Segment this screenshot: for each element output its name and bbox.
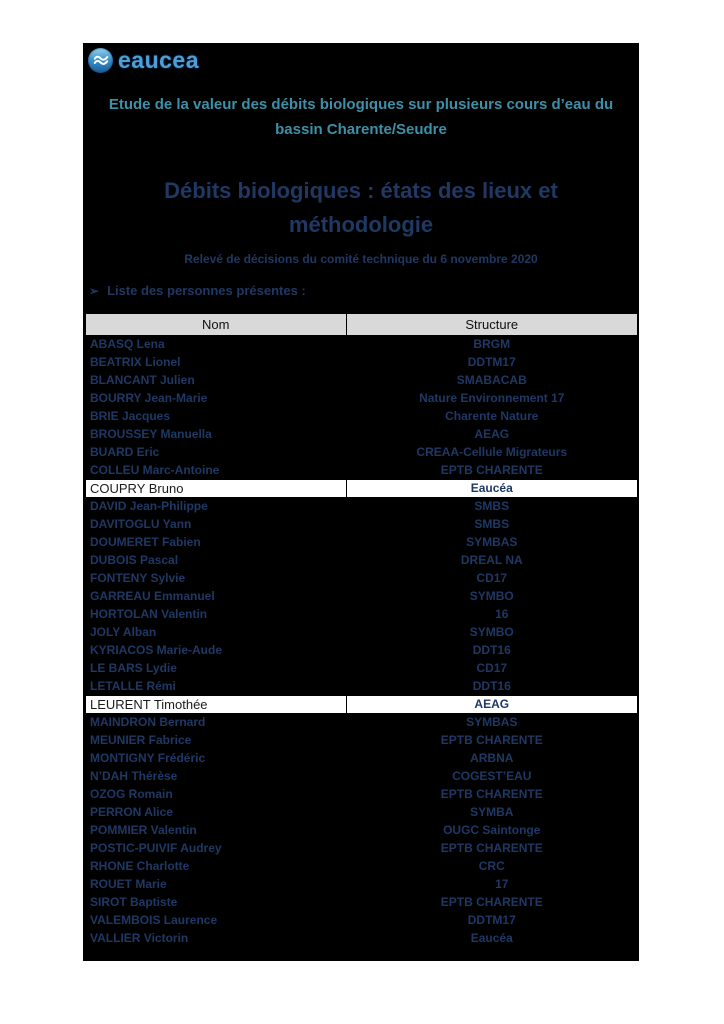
table-row [86, 786, 638, 804]
attendee-structure-cell: EPTB CHARENTE [346, 732, 637, 750]
attendee-structure-cell: DDT16 [346, 678, 637, 696]
attendee-name-cell: FONTENY Sylvie [86, 570, 347, 588]
table-row [86, 822, 638, 840]
document-subtitle-line1: Débits biologiques : états des lieux et [164, 178, 558, 203]
table-row [86, 462, 638, 480]
attendee-structure-cell: 16 [346, 606, 637, 624]
table-row [86, 696, 638, 714]
attendee-name-cell: KYRIACOS Marie-Aude [86, 642, 347, 660]
document-subtitle [85, 174, 637, 242]
attendee-structure-cell: ARBNA [346, 750, 637, 768]
document-subtitle-line2: méthodologie [288, 212, 434, 237]
attendee-name-cell: DUBOIS Pascal [86, 552, 347, 570]
table-row [86, 552, 638, 570]
attendee-name-cell: VALEMBOIS Laurence [86, 912, 347, 930]
study-title-line1: Etude de la valeur des débits biologiques sur plusieurs cours d’eau du [108, 96, 614, 113]
attendee-name-cell: MONTIGNY Frédéric [86, 750, 347, 768]
attendee-structure-cell: Eaucéa [346, 480, 637, 498]
attendee-name-cell: GARREAU Emmanuel [86, 588, 347, 606]
table-row [86, 930, 638, 948]
table-row [86, 732, 638, 750]
attendee-structure-cell: AEAG [346, 426, 637, 444]
attendee-name-cell: PERRON Alice [86, 804, 347, 822]
attendee-name-cell: VALLIER Victorin [86, 930, 347, 948]
eaucea-logo [88, 46, 199, 74]
attendee-structure-cell: CREAA-Cellule Migrateurs [346, 444, 637, 462]
attendee-name-cell: N’DAH Thérèse [86, 768, 347, 786]
table-row [86, 768, 638, 786]
attendee-structure-cell: Nature Environnement 17 [346, 390, 637, 408]
attendee-name-cell: LEURENT Timothée [86, 696, 347, 714]
table-row [86, 372, 638, 390]
table-row [86, 534, 638, 552]
table-row [86, 498, 638, 516]
attendee-structure-cell: EPTB CHARENTE [346, 462, 637, 480]
attendee-structure-cell: SMABACAB [346, 372, 637, 390]
column-header-structure: Structure [346, 314, 637, 336]
table-row [86, 426, 638, 444]
table-row [86, 840, 638, 858]
table-row [86, 642, 638, 660]
attendee-structure-cell: COGEST’EAU [346, 768, 637, 786]
attendee-structure-cell: SYMBO [346, 624, 637, 642]
attendee-name-cell: COUPRY Bruno [86, 480, 347, 498]
attendee-structure-cell: Charente Nature [346, 408, 637, 426]
column-header-nom: Nom [86, 314, 347, 336]
study-title [85, 92, 637, 142]
table-row [86, 660, 638, 678]
table-row [86, 876, 638, 894]
arrow-bullet-icon: ➢ [89, 284, 100, 298]
table-row [86, 912, 638, 930]
attendee-name-cell: LETALLE Rémi [86, 678, 347, 696]
attendee-name-cell: MAINDRON Bernard [86, 714, 347, 732]
attendee-structure-cell: Eaucéa [346, 930, 637, 948]
attendee-name-cell: BLANCANT Julien [86, 372, 347, 390]
attendee-name-cell: JOLY Alban [86, 624, 347, 642]
attendee-name-cell: POMMIER Valentin [86, 822, 347, 840]
attendee-name-cell: ABASQ Lena [86, 336, 347, 354]
table-row [86, 390, 638, 408]
attendee-name-cell: SIROT Baptiste [86, 894, 347, 912]
table-row [86, 444, 638, 462]
attendees-list-heading-label: Liste des personnes présentes : [107, 283, 306, 298]
attendee-structure-cell: CD17 [346, 660, 637, 678]
attendee-name-cell: BUARD Eric [86, 444, 347, 462]
table-row [86, 408, 638, 426]
study-title-line2: bassin Charente/Seudre [275, 121, 447, 138]
attendee-structure-cell: DDT16 [346, 642, 637, 660]
table-row [86, 678, 638, 696]
attendee-structure-cell: BRGM [346, 336, 637, 354]
table-row [86, 804, 638, 822]
meeting-note: Relevé de décisions du comité technique du 6 novembre 2020 [184, 252, 538, 266]
attendee-name-cell: RHONE Charlotte [86, 858, 347, 876]
table-row [86, 336, 638, 354]
attendee-structure-cell: SMBS [346, 516, 637, 534]
table-row [86, 894, 638, 912]
attendee-name-cell: COLLEU Marc-Antoine [86, 462, 347, 480]
attendee-structure-cell: DDTM17 [346, 912, 637, 930]
table-body [86, 336, 638, 948]
attendee-structure-cell: EPTB CHARENTE [346, 786, 637, 804]
attendee-name-cell: HORTOLAN Valentin [86, 606, 347, 624]
attendee-structure-cell: AEAG [346, 696, 637, 714]
table-row [86, 480, 638, 498]
table-row [86, 516, 638, 534]
attendee-name-cell: BOURRY Jean-Marie [86, 390, 347, 408]
table-row [86, 570, 638, 588]
attendee-name-cell: BEATRIX Lionel [86, 354, 347, 372]
attendee-structure-cell: SYMBAS [346, 534, 637, 552]
attendee-name-cell: ROUET Marie [86, 876, 347, 894]
attendee-name-cell: DOUMERET Fabien [86, 534, 347, 552]
slide-background [83, 43, 639, 961]
attendee-structure-cell: DREAL NA [346, 552, 637, 570]
attendee-structure-cell: SYMBO [346, 588, 637, 606]
attendee-structure-cell: EPTB CHARENTE [346, 840, 637, 858]
attendee-structure-cell: CD17 [346, 570, 637, 588]
attendee-structure-cell: 17 [346, 876, 637, 894]
attendee-name-cell: DAVITOGLU Yann [86, 516, 347, 534]
attendee-structure-cell: EPTB CHARENTE [346, 894, 637, 912]
table-row [86, 354, 638, 372]
attendee-name-cell: MEUNIER Fabrice [86, 732, 347, 750]
table-header-row [86, 314, 638, 336]
attendee-structure-cell: SYMBA [346, 804, 637, 822]
attendee-structure-cell: SMBS [346, 498, 637, 516]
logo-wordmark: eaucea [118, 46, 200, 73]
attendee-name-cell: BROUSSEY Manuella [86, 426, 347, 444]
attendee-name-cell: LE BARS Lydie [86, 660, 347, 678]
attendee-name-cell: OZOG Romain [86, 786, 347, 804]
attendee-structure-cell: DDTM17 [346, 354, 637, 372]
table-row [86, 714, 638, 732]
attendee-structure-cell: CRC [346, 858, 637, 876]
attendee-structure-cell: OUGC Saintonge [346, 822, 637, 840]
attendees-table [85, 313, 638, 948]
attendee-name-cell: POSTIC-PUIVIF Audrey [86, 840, 347, 858]
attendee-name-cell: DAVID Jean-Philippe [86, 498, 347, 516]
attendees-list-heading [89, 283, 306, 298]
table-row [86, 750, 638, 768]
table-row [86, 858, 638, 876]
attendee-structure-cell: SYMBAS [346, 714, 637, 732]
table-row [86, 624, 638, 642]
table-row [86, 588, 638, 606]
attendee-name-cell: BRIE Jacques [86, 408, 347, 426]
table-row [86, 606, 638, 624]
water-wave-icon [88, 48, 113, 73]
